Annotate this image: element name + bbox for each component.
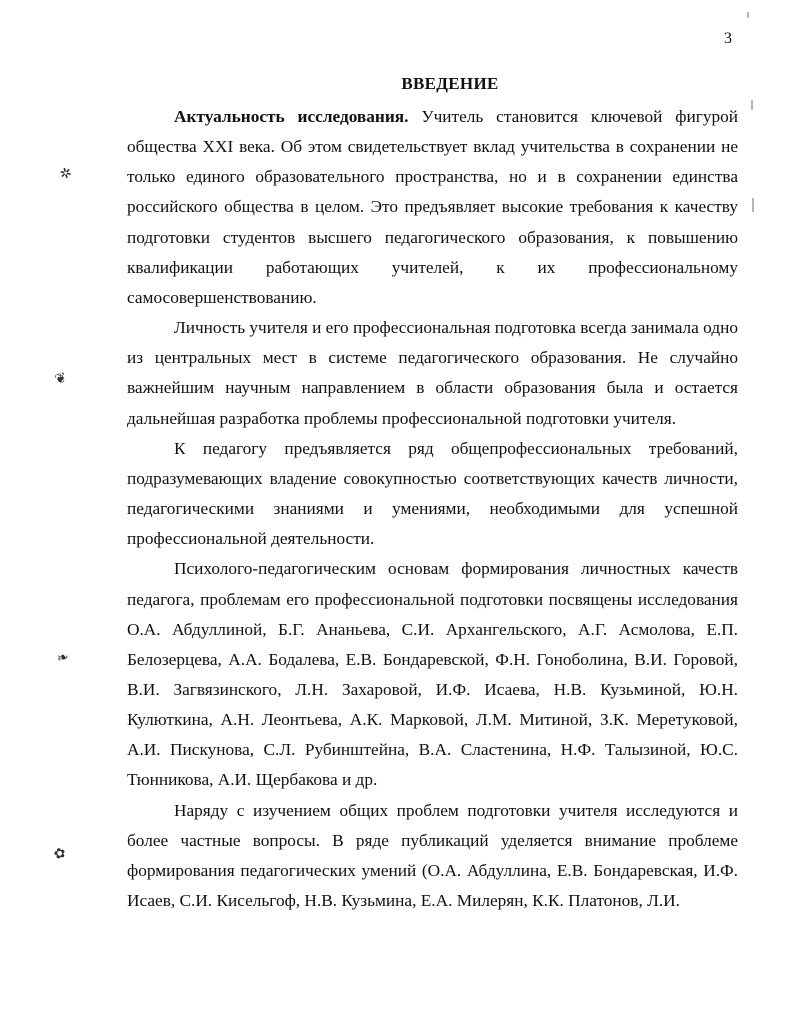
paragraph-requirements: К педагогу предъявляется ряд общепрофессиональных требований, подразумевающих владение совокупностью соответствующих качеств личности, педагогическими знаниями и умениями, необходимыми для успешной профессиональной деятельности. [127,438,738,549]
paragraph-relevance [127,102,738,313]
scan-mark: ✲ [58,164,74,184]
scan-mark: ❦ [53,369,69,389]
paragraph-text: Учитель становится ключевой фигурой общества XXI века. Об этом свидетельствует вклад учительства в сохранении не только единого образовательного пространства, но и в сохранении единства российского общества в целом. Это предъявляет высокие требования к качеству подготовки студентов высшего педагогического образования, к повышению квалификации работающих учителей, к их профессиональному самосовершенствованию. [127,107,738,307]
paragraph-research-authors: Психолого-педагогическим основам формирования личностных качеств педагога, проблемам его профессиональной подготовки посвящены исследования О.А. Абдуллиной, Б.Г. Ананьева, С.И. Архангельского, А.Г. Асмолова, Е.П. Белозерцева, А.А. Бодалева, Е.В. Бондаревской, Ф.Н. Гоноболина, В.И. Горовой, В.И. Загвязинского, Л.Н. Захаровой, И.Ф. Исаева, Н.В. Кузьминой, Ю.Н. Кулюткина, А.Н. Леонтьева, А.К. Марковой, Л.М. Митиной, З.К. Меретуковой, А.И. Пискунова, С.Л. Рубинштейна, В.А. Сластенина, Н.Ф. Талызиной, Ю.С. Тюнникова, А.И. Щербакова и др. [127,559,738,790]
paragraph-teacher-personality: Личность учителя и его профессиональная подготовка всегда занимала одно из центральных мест в системе педагогического образования. Не случайно важнейшим научным направлением в области образования была и остается дальнейшая разработка проблемы профессиональной подготовки учителя. [127,318,738,428]
scan-mark: ❧ [55,648,71,668]
body-text [127,102,738,916]
paragraph-lead: Актуальность исследования. [174,107,409,126]
scan-mark: ✿ [52,844,68,864]
paragraph-specific-issues: Наряду с изучением общих проблем подготовки учителя исследуются и более частные вопросы. В ряде публикаций уделяется внимание проблеме формирования педагогических умений (О.А. Абдуллина, Е.В. Бондаревская, И.Ф. Исаев, С.И. Кисельгоф, Н.В. Кузьмина, Е.А. Милерян, К.К. Платонов, Л.И. [127,800,738,911]
section-heading: ВВЕДЕНИЕ [401,74,499,93]
scan-speck [747,12,749,18]
scan-speck [752,198,754,212]
page-number: 3 [724,30,732,47]
scan-speck [751,100,753,110]
